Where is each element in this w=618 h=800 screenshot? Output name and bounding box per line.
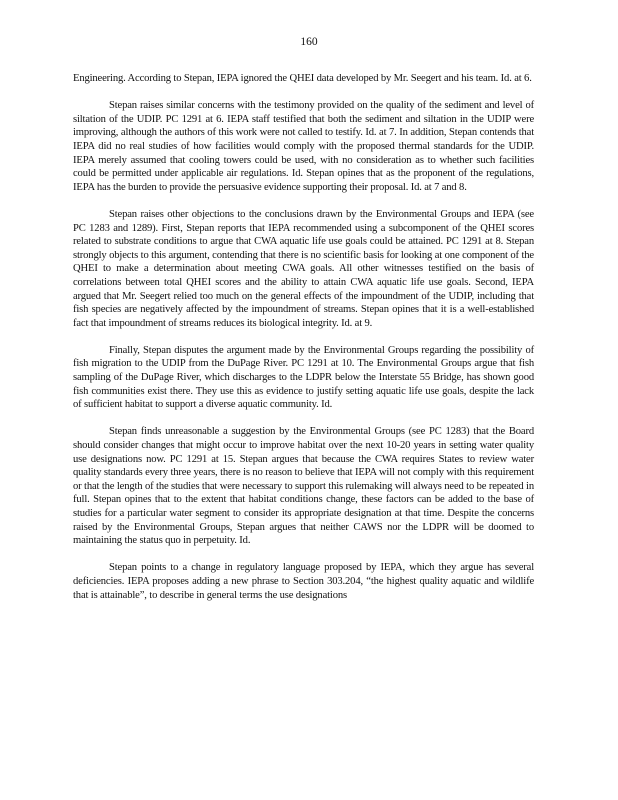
paragraph-1: Engineering. According to Stepan, IEPA ignored the QHEI data developed by Mr. Seegert and his team. Id. at 6.	[73, 73, 532, 84]
paragraph-4: Finally, Stepan disputes the argument made by the Environmental Groups regarding the possibility of fish migration to the UDIP from the DuPage River. PC 1291 at 10. The Environmental Groups argue that fish sampling of the DuPage River, which discharges to the LDPR below the Interstate 55 Bridge, has shown good fish communities exist there. They use this as evidence to justify setting aquatic life use goals, despite the lack of sufficient habitat to support a diverse aquatic community. Id.	[73, 344, 534, 411]
paragraph-3: Stepan raises other objections to the conclusions drawn by the Environmental Groups and IEPA (see PC 1283 and 1289). First, Stepan reports that IEPA recommended using a subcomponent of the QHEI scores related to substrate conditions to argue that CWA aquatic life use goals could be attained. PC 1291 at 8. Stepan strongly objects to this argument, contending that there is no scientific basis for looking at one component of the QHEI to make a determination about meeting CWA goals. All other witnesses testified on the basis of correlations between total QHEI scores and the ability to attain CWA aquatic life use goals. Second, IEPA argued that Mr. Seegert relied too much on the general effects of the impoundment of the UDIP, including that fish species are negatively affected by the impoundment of streams. Stepan opines that it is a well-established fact that impoundment of streams reduces its biological integrity. Id. at 9.	[73, 208, 534, 329]
document-body	[73, 72, 534, 616]
page-number: 160	[300, 36, 318, 48]
paragraph-5: Stepan finds unreasonable a suggestion by the Environmental Groups (see PC 1283) that the Board should consider changes that might occur to improve habitat over the next 10-20 years in setting water quality use designations now. PC 1291 at 15. Stepan argues that because the CWA requires States to review water quality standards every three years, there is no reason to believe that IEPA will not comply with this requirement or that the length of the studies that were necessary to support this rulemaking will always need to be repeated in full. Stepan opines that to the extent that habitat conditions change, these factors can be added to the base of studies for a particular water segment to consider its appropriate designation at that time. Despite the concerns raised by the Environmental Groups, Stepan argues that neither CAWS nor the LDPR will be doomed to maintaining the status quo in perpetuity. Id.	[73, 426, 534, 547]
paragraph-2: Stepan raises similar concerns with the testimony provided on the quality of the sediment and level of siltation of the UDIP. PC 1291 at 6. IEPA staff testified that both the sediment and siltation in the UDIP were improving, although the authors of this work were not called to testify. Id. at 7. In addition, Stepan contends that IEPA did no real studies of how facilities would comply with the proposed thermal standards for the UDIP. IEPA merely assumed that cooling towers could be used, with no consideration as to whether such facilities could be permitted under applicable air regulations. Id. Stepan opines that as the proponent of the regulations, IEPA has the burden to provide the persuasive evidence supporting their proposal. Id. at 7 and 8.	[73, 100, 534, 193]
paragraph-6: Stepan points to a change in regulatory language proposed by IEPA, which they argue has several deficiencies. IEPA proposes adding a new phrase to Section 303.204, “the highest quality aquatic and wildlife that is attainable”, to describe in general terms the use designations	[73, 562, 534, 601]
